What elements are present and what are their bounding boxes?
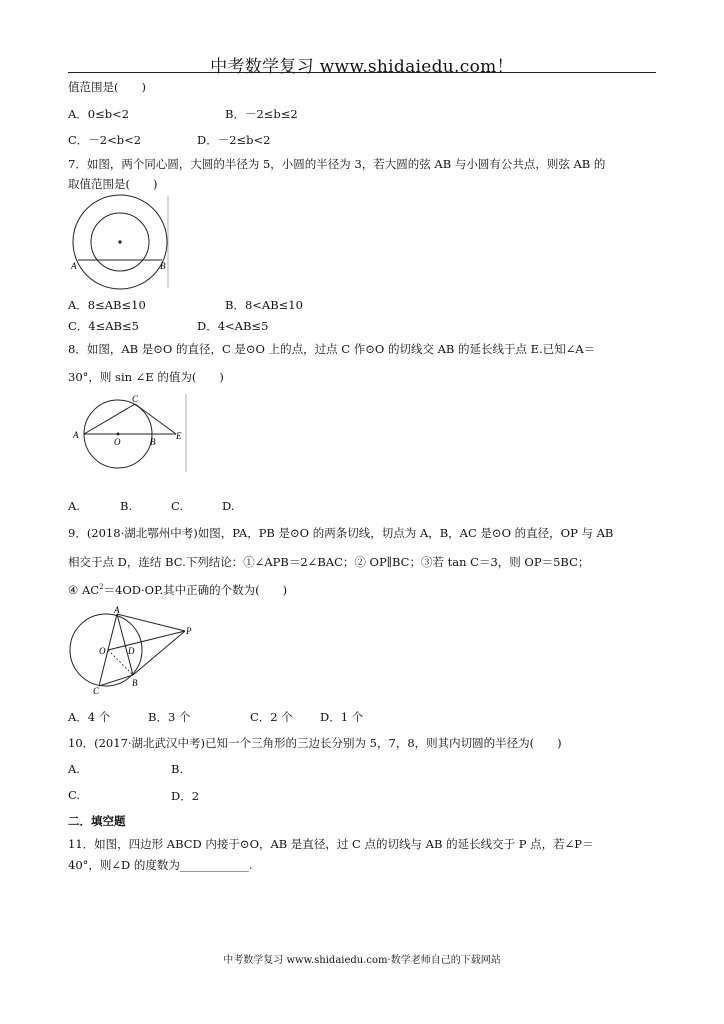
q7-figure-concentric-circles: [68, 192, 178, 292]
q9-text-line3: [68, 583, 287, 597]
q8-label-e: E: [176, 431, 182, 441]
q10-text-line1: 10．(2017·湖北武汉中考)已知一个三角形的三边长分别为 5，7，8，则其内切圆的半径为( ): [68, 736, 562, 750]
q11-text-line1: 11．如图，四边形 ABCD 内接于⊙O，AB 是直径，过 C 点的切线与 AB 的延长线交于 P 点，若∠P＝: [68, 837, 594, 851]
q9-option-d: D．1 个: [320, 710, 364, 724]
q7-option-b: B．8<AB≤10: [225, 298, 303, 312]
q9-label-d: D: [128, 646, 135, 656]
q9-option-c: C．2 个: [250, 710, 293, 724]
q9-text-line2: 相交于点 D，连结 BC.下列结论：①∠APB＝2∠BAC；② OP∥BC；③若 tan C＝3，则 OP＝5BC；: [68, 555, 590, 569]
q7-option-d: D．4<AB≤5: [197, 319, 269, 333]
q6-option-b: B．－2≤b≤2: [225, 107, 298, 121]
page-header-title: 中考数学复习 www.shidaiedu.com！: [210, 57, 514, 77]
q8-option-b: B.: [120, 499, 133, 513]
q7-option-a: A．8≤AB≤10: [68, 298, 146, 312]
q8-tangent-ce: [135, 404, 176, 434]
q7-label-a: A: [71, 261, 77, 271]
q10-option-a: A.: [68, 762, 80, 776]
q9-label-b: B: [132, 678, 138, 688]
q7-option-c: C．4≤AB≤5: [68, 319, 139, 333]
q6-text-tail: 值范围是( ): [68, 80, 146, 94]
q8-label-o: O: [114, 437, 121, 447]
q8-label-b: B: [150, 437, 156, 447]
header-divider: [68, 72, 656, 73]
q9-line3-suffix: ＝4OD·OP.其中正确的个数为( ): [103, 583, 288, 597]
q9-tangent-pa: [117, 614, 185, 631]
q8-figure-tangent: [68, 392, 193, 474]
q6-option-c: C．－2<b<2: [68, 133, 142, 147]
q9-label-a: A: [114, 605, 120, 615]
q9-option-b: B．3 个: [148, 710, 191, 724]
q8-option-a: A.: [68, 499, 80, 513]
q8-label-c: C: [132, 394, 139, 404]
q7-text-line1: 7．如图，两个同心圆，大圆的半径为 5，小圆的半径为 3，若大圆的弦 AB 与小圆有公共点，则弦 AB 的: [68, 157, 606, 171]
section-title-fill-blank: 二．填空题: [68, 814, 126, 828]
q11-text-line2: 40°，则∠D 的度数为____________.: [68, 858, 253, 872]
q7-center-point: [118, 240, 121, 243]
q8-option-c: C.: [171, 499, 184, 513]
q9-text-line1: 9．(2018·湖北鄂州中考)如图，PA，PB 是⊙O 的两条切线，切点为 A，B，AC 是⊙O 的直径，OP 与 AB: [68, 526, 614, 540]
q9-line3-superscript: 2: [99, 583, 104, 592]
q10-option-d: D．2: [171, 789, 200, 803]
q6-option-a: A．0≤b<2: [68, 107, 130, 121]
q9-figure-tangents: [66, 604, 201, 696]
q8-label-a: A: [73, 430, 79, 440]
q8-center-point: [117, 433, 120, 436]
q9-label-o: O: [99, 646, 106, 656]
q9-option-a: A．4 个: [68, 710, 111, 724]
q8-text-line2: 30°，则 sin ∠E 的值为( ): [68, 370, 224, 384]
q9-label-c: C: [93, 686, 100, 696]
page-footer: 中考数学复习 www.shidaiedu.com·数学老师自己的下载网站: [223, 955, 501, 966]
q8-option-d: D.: [222, 499, 235, 513]
q6-option-d: D．－2≤b<2: [197, 133, 271, 147]
q10-option-b: B.: [171, 762, 184, 776]
q9-label-p: P: [186, 626, 192, 636]
q9-line3-prefix: ④ AC: [68, 583, 100, 597]
q10-option-c: C.: [68, 788, 81, 802]
q8-text-line1: 8．如图，AB 是⊙O 的直径，C 是⊙O 上的点，过点 C 作⊙O 的切线交 AB 的延长线于点 E.已知∠A＝: [68, 342, 596, 356]
q7-text-line2: 取值范围是( ): [68, 177, 158, 191]
q8-chord-ac: [84, 404, 135, 434]
q7-label-b: B: [160, 261, 166, 271]
